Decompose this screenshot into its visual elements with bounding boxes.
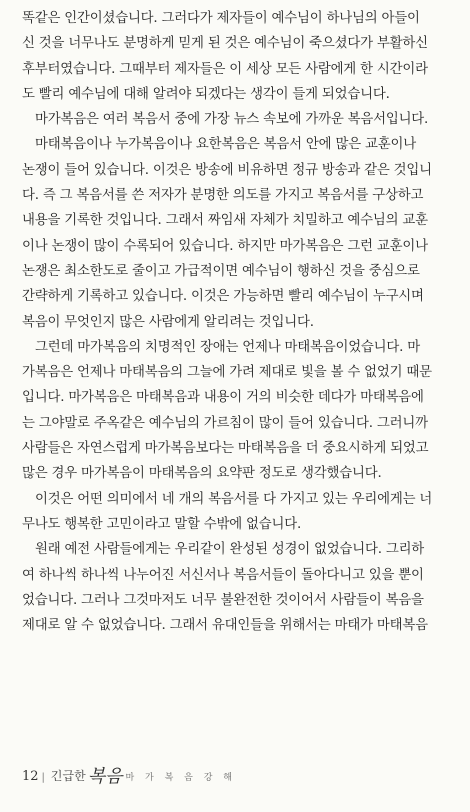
text-line: 신 것을 너무나도 분명하게 믿게 된 것은 예수님이 죽으셨다가 부활하신	[22, 36, 428, 52]
text-line: 논쟁이 들어 있습니다. 이것은 방송에 비유하면 정규 방송과 같은 것입니	[22, 162, 432, 178]
text-line: 복음이 무엇인지 많은 사람에게 알리려는 것입니다.	[22, 314, 314, 330]
text-line: 가복음은 언제나 마태복음의 그늘에 가려 제대로 빛을 볼 수 없었기 때문	[22, 365, 432, 381]
text-line: 제대로 알 수 없었습니다. 그래서 유대인들을 위해서는 마태가 마태복음	[22, 618, 428, 634]
page-number: 12	[22, 769, 39, 784]
text-line: 사람들은 자연스럽게 마가복음보다는 마태복음을 더 중요시하게 되었고	[22, 441, 429, 457]
text-line: 많은 경우 마가복음이 마태복음의 요약판 정도로 생각했습니다.	[22, 466, 382, 482]
text-line: 후부터였습니다. 그때부터 제자들은 이 세상 모든 사람에게 한 시간이라	[22, 61, 428, 77]
text-line: 이것은 어떤 의미에서 네 개의 복음서를 다 가지고 있는 우리에게는 너	[35, 491, 433, 507]
body-text	[22, 6, 450, 638]
text-line: 마태복음이나 누가복음이나 요한복음은 복음서 안에 많은 교훈이나	[35, 137, 416, 153]
book-title-prefix: 긴급한	[50, 769, 86, 783]
text-line: 원래 예전 사람들에게는 우리같이 완성된 성경이 없었습니다. 그리하	[35, 542, 425, 558]
book-title-logo: 복음	[87, 766, 123, 787]
text-line: 마가복음은 여러 복음서 중에 가장 뉴스 속보에 가까운 복음서입니다.	[35, 112, 429, 128]
text-line: 그런데 마가복음의 치명적인 장애는 언제나 마태복음이었습니다. 마	[35, 339, 420, 355]
text-line: 똑같은 인간이셨습니다. 그러다가 제자들이 예수님이 하나님의 아들이	[22, 11, 420, 26]
text-line: 여 하나씩 하나씩 나누어진 서신서나 복음서들이 돌아다니고 있을 뿐이	[22, 567, 424, 583]
text-line: 내용을 기록한 것입니다. 그래서 짜임새 자체가 치밀하고 예수님의 교훈	[22, 213, 428, 229]
page-footer	[22, 760, 236, 786]
text-line: 논쟁은 최소한도로 줄이고 가급적이면 예수님이 행하신 것을 중심으로	[22, 263, 420, 279]
text-line: 는 그야말로 주옥같은 예수님의 가르침이 많이 들어 있습니다. 그러니까	[22, 415, 428, 431]
text-line: 간략하게 기록하고 있습니다. 이것은 가능하면 빨리 예수님이 누구시며	[22, 289, 424, 305]
book-subtitle: 마 가 복 음 강 해	[125, 773, 236, 783]
text-line: 입니다. 마가복음은 마태복음과 내용이 거의 비슷한 데다가 마태복음에	[22, 390, 424, 406]
text-line: 다. 즉 그 복음서를 쓴 저자가 분명한 의도를 가지고 복음서를 구상하고	[22, 188, 424, 204]
footer-separator: |	[41, 772, 45, 783]
text-line: 이나 논쟁이 많이 수록되어 있습니다. 하지만 마가복음은 그런 교훈이나	[22, 238, 428, 254]
text-line: 도 빨리 예수님에 대해 알려야 되겠다는 생각이 들게 되었습니다.	[22, 86, 390, 102]
text-line: 무나도 행복한 고민이라고 말할 수밖에 없습니다.	[22, 516, 302, 532]
text-line: 었습니다. 그러나 그것마저도 너무 불완전한 것이어서 사람들이 복음을	[22, 592, 424, 608]
